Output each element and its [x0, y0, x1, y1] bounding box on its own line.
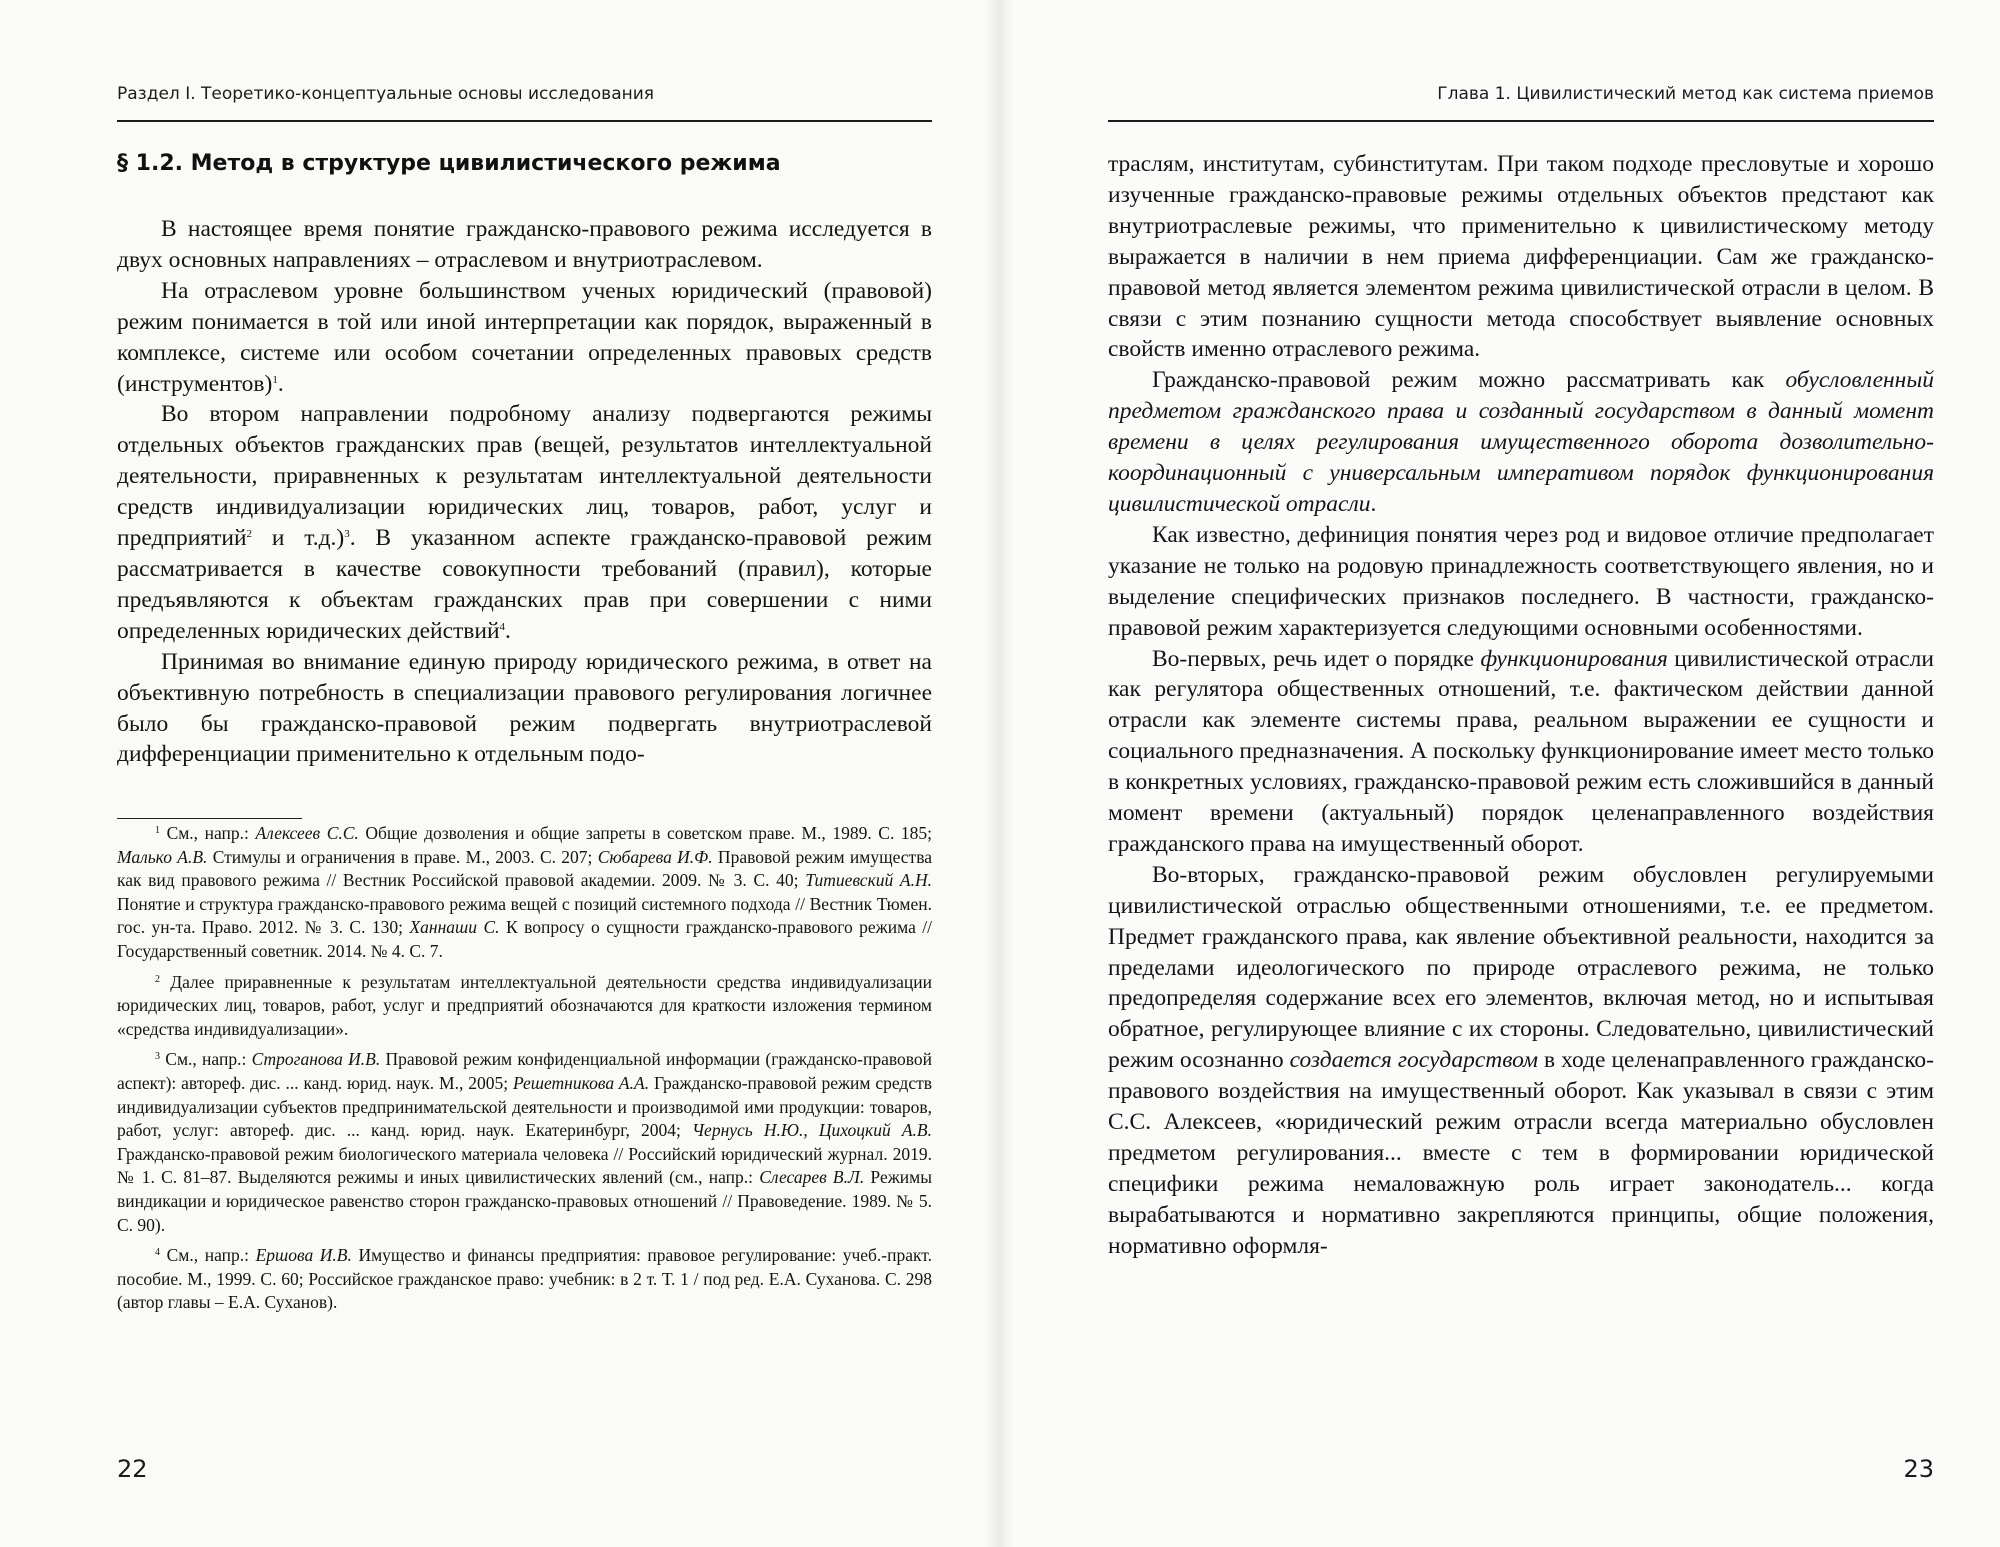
left-paragraph-2-end: .: [277, 370, 284, 397]
footnote-1-text-d: Правовой режим имущества как вид правового режима // Вестник Российской правовой академии. 2009. № 3. С. 40;: [117, 846, 932, 891]
right-paragraph-5-text-b: в ходе целенаправленного гражданско-правового воздействия на имущественный оборот. Как указывал в связи с этим С.С. Алексеев, «юридический режим отрасли всегда материально обусловлен предметом регулирования... вместе с тем в формировании юридической специфики режима немаловажную роль играет законодатель... когда вырабатываются и нормативно закрепляются принципы, общие положения, нормативно оформля-: [1108, 1047, 1934, 1259]
footnote-1-author-4: Титиевский А.Н.: [805, 870, 932, 891]
footnote-4-text-a: См., напр.:: [166, 1245, 256, 1266]
right-paragraph-5: [1108, 860, 1934, 1262]
left-paragraph-3-text-b: и т.д.): [252, 525, 345, 552]
footnote-ref-1: 1: [272, 373, 278, 386]
footnote-4-author-1: Ершова И.В.: [255, 1245, 352, 1266]
footnote-ref-2: 2: [246, 528, 253, 541]
footnote-1-text-b: Общие дозволения и общие запреты в советском праве. М., 1989. С. 185;: [358, 823, 932, 843]
footnote-2-number: 2: [155, 973, 160, 985]
footnote-1-text-c: Стимулы и ограничения в праве. М., 2003. С. 207;: [207, 846, 598, 867]
right-paragraph-2-text: Гражданско-правовой режим можно рассматривать как: [1152, 367, 1786, 394]
footnote-4: [117, 1244, 932, 1315]
section-title: § 1.2. Метод в структуре цивилистического режима: [117, 151, 781, 176]
right-paragraph-5-italic: создается государством: [1289, 1047, 1538, 1074]
left-paragraph-3-end: .: [505, 617, 511, 644]
footnote-2-text: Далее приравненные к результатам интеллектуальной деятельности средства индивидуализации юридических лиц, товаров, работ, услуг и предприятий обозначаются для краткости изложения термином «средства индивидуализации».: [117, 971, 932, 1039]
left-paragraph-3-text-c: . В указанном аспекте гражданско-правовой режим рассматривается в качестве совокупности требований (правил), которые предъявляются к объектам гражданских прав при совершении с ними определенных юридических действий: [117, 525, 932, 644]
right-paragraph-4: [1108, 644, 1934, 860]
footnote-1-author-1: Алексеев С.С.: [255, 823, 359, 843]
footnote-1-author-2: Малько А.В.: [117, 846, 208, 867]
footnote-3-text-b: Правовой режим конфиденциальной информации (гражданско-правовой аспект): автореф. дис. ... канд. юрид. наук. М., 2005;: [117, 1049, 933, 1093]
footnote-2: [117, 971, 932, 1042]
right-paragraph-1: траслям, институтам, субинститутам. При таком подходе пресловутые и хорошо изученные гражданско-правовые режимы отдельных объектов предстают как внутриотраслевые режимы, что применительно к цивилистическому методу выражается в наличии в нем приема дифференциации. Сам же гражданско-правовой метод является элементом режима цивилистической отрасли в целом. В связи с этим познанию сущности метода способствует выявление основных свойств именно отраслевого режима.: [1108, 151, 1934, 363]
book-gutter: [986, 0, 1014, 1547]
right-paragraph-2: [1108, 365, 1934, 520]
footnote-3-author-1: Строганова И.В.: [251, 1049, 381, 1070]
footnote-3: [117, 1048, 932, 1237]
footnote-1-author-5: Ханнаши С.: [409, 917, 500, 938]
right-paragraph-3: Как известно, дефиниция понятия через род и видовое отличие предполагает указание не только на родовую принадлежность соответствующего явления, но и выделение специфических признаков последнего. В частности, гражданско-правовой режим характеризуется следующими основными особенностями.: [1108, 521, 1934, 641]
footnote-1-number: 1: [155, 825, 160, 836]
footnote-3-text-d: Гражданско-правовой режим биологического материала человека // Российский юридический журнал. 2019. № 1. С. 81–87. Выделяются режимы и иных цивилистических явлений (см., напр.:: [117, 1143, 932, 1188]
footnote-1-text-e: Понятие и структура гражданско-правового режима вещей с позиций системного подхода // Вестник Тюмен. гос. ун-та. Право. 2012. № 3. С. 130;: [117, 893, 932, 938]
left-paragraph-1: В настоящее время понятие гражданско-правового режима исследуется в двух основных направлениях – отраслевом и внутриотраслевом.: [117, 216, 932, 273]
footnote-1-author-3: Сюбарева И.Ф.: [597, 846, 713, 867]
definition-italic: обусловленный предметом гражданского права и созданный государством в данный момент времени в целях регулирования имущественного оборота дозволительно-координационный с универсальным императивом порядок функционирования цивилистической отрасли: [1108, 367, 1934, 517]
footnote-1-text-a: См., напр.:: [166, 823, 256, 843]
footnote-3-author-4: Слесарев В.Л.: [759, 1167, 865, 1188]
right-body-text: [1108, 149, 1934, 1262]
footnote-1: [117, 822, 932, 964]
right-page: [1000, 0, 2000, 1547]
left-page-number: 22: [117, 1455, 148, 1483]
left-body-text: [117, 214, 932, 770]
footnote-3-author-2: Решетникова А.А.: [512, 1072, 650, 1093]
footnote-3-author-3: Чернусь Н.Ю., Цихоцкий А.В.: [692, 1120, 932, 1141]
right-running-head: Глава 1. Цивилистический метод как система приемов: [1437, 84, 1934, 104]
left-paragraph-3: [117, 399, 932, 646]
left-paragraph-2-text: На отраслевом уровне большинством ученых юридический (правовой) режим понимается в той или иной интерпретации как порядок, выраженный в комплексе, системе или особом сочетании определенных правовых средств (инструментов): [117, 277, 932, 397]
right-paragraph-4-text-b: цивилистической отрасли как регулятора общественных отношений, т.е. фактическом действии данной отрасли как элементе системы права, реальном выражении ее сущности и социального предназначения. А поскольку функционирование имеет место только в конкретных условиях, гражданско-правовой режим есть сложившийся в данный момент времени (актуальный) порядок целенаправленного воздействия гражданского права на имущественный оборот.: [1108, 645, 1934, 857]
footnote-ref-4: 4: [499, 620, 506, 633]
right-paragraph-2-end: .: [1370, 490, 1377, 517]
footnote-3-number: 3: [155, 1051, 160, 1063]
left-header-rule: [117, 120, 932, 122]
footnote-3-text-a: См., напр.:: [165, 1049, 252, 1070]
right-page-number: 23: [1903, 1455, 1934, 1483]
right-header-rule: [1108, 120, 1934, 122]
footnote-4-number: 4: [155, 1247, 160, 1259]
right-paragraph-5-text-a: Во-вторых, гражданско-правовой режим обусловлен регулируемыми цивилистической отраслью общественными отношениями, т.е. ее предметом. Предмет гражданского права, как явление объективной реальности, находится за пределами идеологического по природе отраслевого режима, не только предопределяя содержание всех его элементов, включая метод, но и испытывая обратное, регулирующее влияние с их стороны. Следовательно, цивилистический режим осознанно: [1108, 861, 1934, 1074]
left-paragraph-2: [117, 276, 932, 400]
left-paragraph-4: Принимая во внимание единую природу юридического режима, в ответ на объективную потребность в специализации правового регулирования логичнее было бы гражданско-правовой режим подвергать внутриотраслевой дифференциации применительно к отдельным подо-: [117, 648, 932, 768]
left-paragraph-3-text-a: Во втором направлении подробному анализу подвергаются режимы отдельных объектов гражданских прав (вещей, результатов интеллектуальной деятельности, приравненных к результатам интеллектуальной деятельности средств индивидуализации юридических лиц, товаров, работ, услуг и предприятий: [117, 401, 932, 552]
footnote-3-text-e: Режимы виндикации и юридическое равенство сторон гражданско-правовых отношений // Правоведение. 1989. № 5. С. 90).: [117, 1167, 932, 1235]
footnote-3-text-c: Гражданско-правовой режим средств индивидуализации субъектов предпринимательской деятельности и производимой ими продукции: товаров, работ, услуг: автореф. дис. ... канд. юрид. наук. Екатеринбург, 2004;: [117, 1072, 932, 1141]
footnote-ref-3: 3: [344, 528, 350, 541]
right-paragraph-4-text-a: Во-первых, речь идет о порядке: [1152, 645, 1481, 672]
right-paragraph-4-italic: функционирования: [1480, 645, 1668, 672]
footnote-separator: [117, 818, 302, 819]
footnote-4-text-b: Имущество и финансы предприятия: правовое регулирование: учеб.-практ. пособие. М., 1999. С. 60; Российское гражданское право: учебник: в 2 т. Т. 1 / под ред. Е.А. Суханова. С. 298 (автор главы – Е.А. Суханов).: [117, 1245, 932, 1313]
footnotes: [117, 822, 932, 1322]
footnote-1-text-f: К вопросу о сущности гражданско-правового режима // Государственный советник. 2014. № 4. С. 7.: [117, 917, 933, 961]
left-running-head: Раздел I. Теоретико-концептуальные основы исследования: [117, 84, 655, 104]
